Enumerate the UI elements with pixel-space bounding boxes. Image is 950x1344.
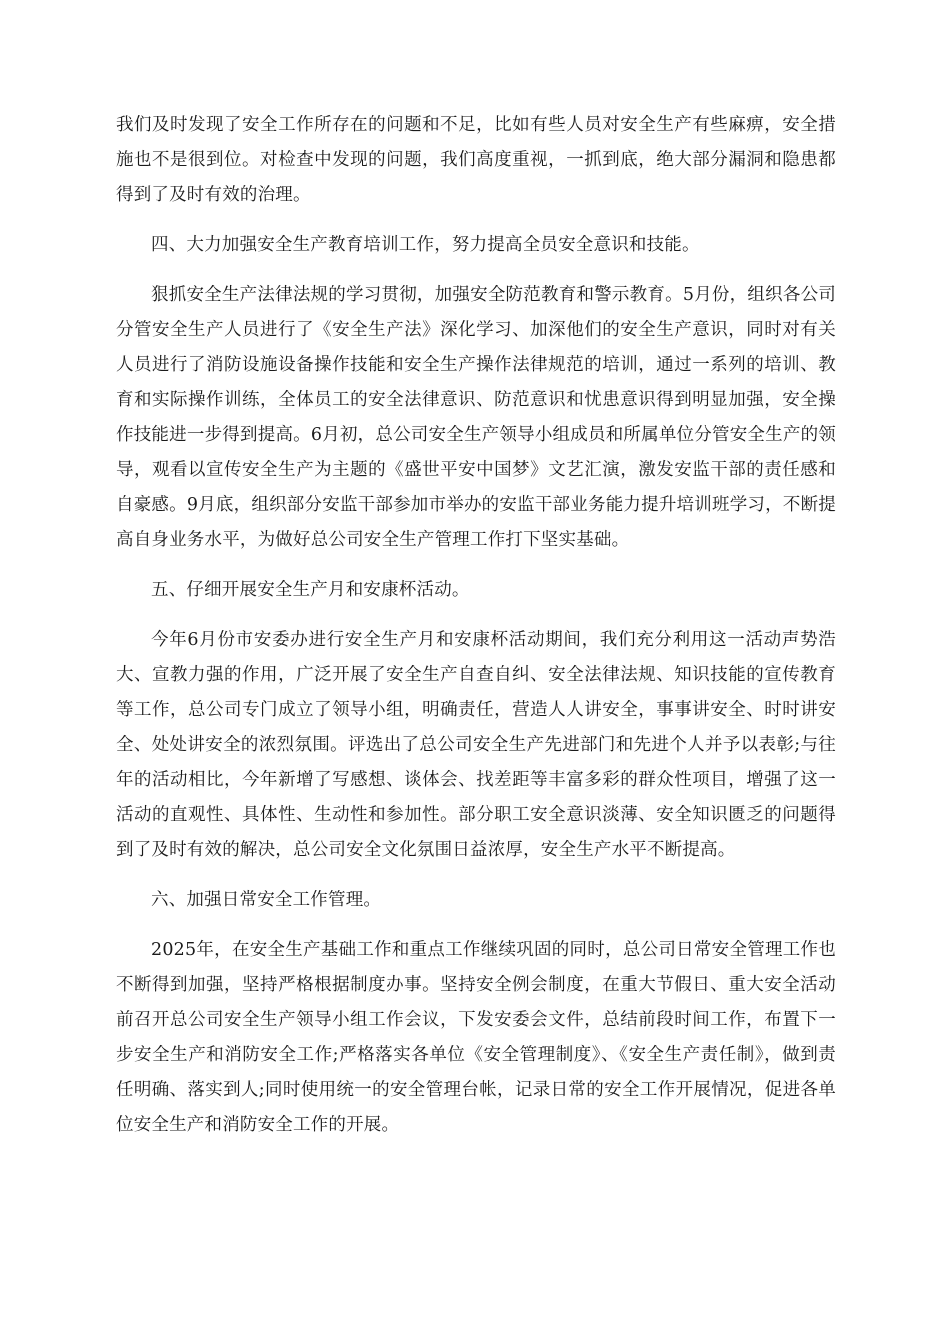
section-heading-6: 六、加强日常安全工作管理。 <box>151 890 382 910</box>
body-paragraph-daily-management: 2025年，在安全生产基础工作和重点工作继续巩固的同时，总公司日常安全管理工作也不断得到加强，坚持严格根据制度办事。坚持安全例会制度，在重大节假日、重大安全活动前召开总公司安全生产领导小组工作会议，下发安委会文件，总结前段时间工作，布置下一步安全生产和消防安全工作;严格落实各单位《安全管理制度》、《安全生产责任制》，做到责任明确、落实到人;同时使用统一的安全管理台帐，记录日常的安全工作开展情况，促进各单位安全生产和消防安全工作的开展。 <box>116 940 836 1135</box>
section-heading-5: 五、仔细开展安全生产月和安康杯活动。 <box>151 580 470 600</box>
document-body <box>116 108 836 1143</box>
body-paragraph-continued: 我们及时发现了安全工作所存在的问题和不足，比如有些人员对安全生产有些麻痹，安全措施也不是很到位。对检查中发现的问题，我们高度重视，一抓到底，绝大部分漏洞和隐患都得到了及时有效的治理。 <box>116 115 836 205</box>
body-paragraph-safety-month: 今年6月份市安委办进行安全生产月和安康杯活动期间，我们充分利用这一活动声势浩大、宣教力强的作用，广泛开展了安全生产自查自纠、安全法律法规、知识技能的宣传教育等工作，总公司专门成立了领导小组，明确责任，营造人人讲安全，事事讲安全、时时讲安全、处处讲安全的浓烈氛围。评选出了总公司安全生产先进部门和先进个人并予以表彰;与往年的活动相比，今年新增了写感想、谈体会、找差距等丰富多彩的群众性项目，增强了这一活动的直观性、具体性、生动性和参加性。部分职工安全意识淡薄、安全知识匮乏的问题得到了及时有效的解决，总公司安全文化氛围日益浓厚，安全生产水平不断提高。 <box>116 630 836 860</box>
body-paragraph-training: 狠抓安全生产法律法规的学习贯彻，加强安全防范教育和警示教育。5月份，组织各公司分管安全生产人员进行了《安全生产法》深化学习、加深他们的安全生产意识，同时对有关人员进行了消防设施设备操作技能和安全生产操作法律规范的培训，通过一系列的培训、教育和实际操作训练，全体员工的安全法律意识、防范意识和忧患意识得到明显加强，安全操作技能进一步得到提高。6月初，总公司安全生产领导小组成员和所属单位分管安全生产的领导，观看以宣传安全生产为主题的《盛世平安中国梦》文艺汇演，激发安监干部的责任感和自豪感。9月底，组织部分安监干部参加市举办的安监干部业务能力提升培训班学习，不断提高自身业务水平，为做好总公司安全生产管理工作打下坚实基础。 <box>116 285 836 550</box>
section-heading-4: 四、大力加强安全生产教育培训工作，努力提高全员安全意识和技能。 <box>151 235 700 255</box>
